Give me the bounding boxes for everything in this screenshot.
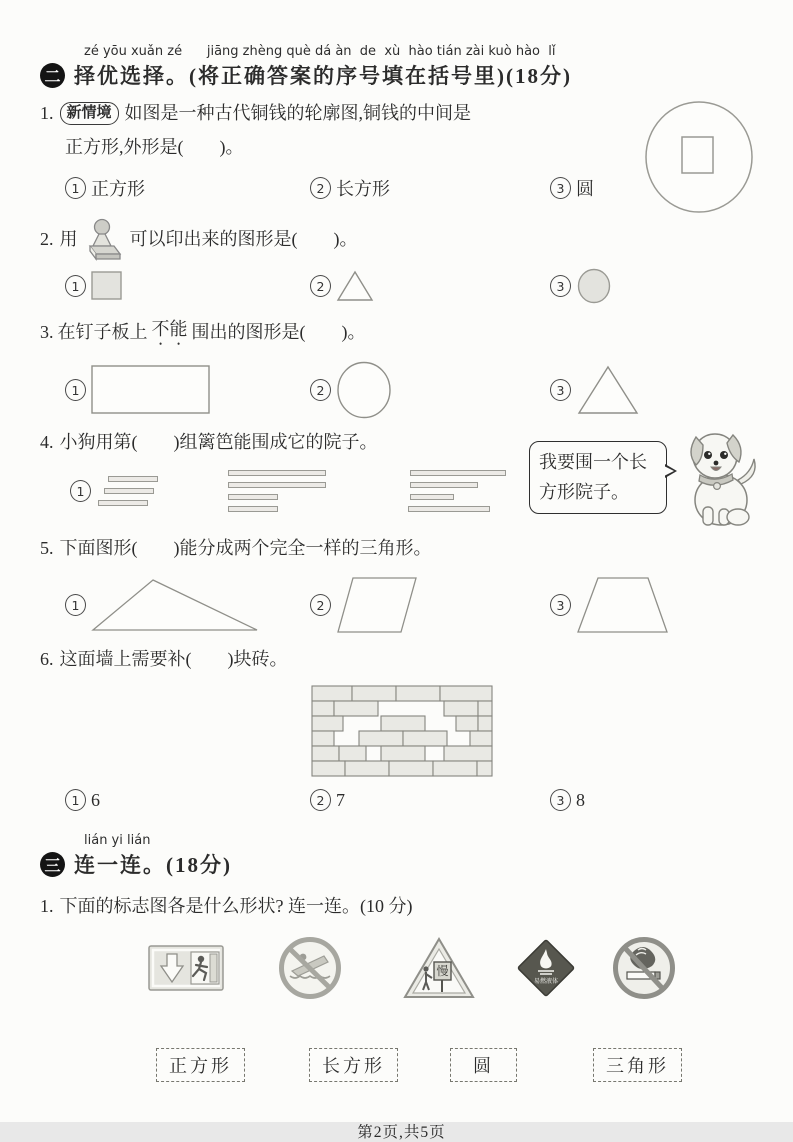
- dog-icon: [681, 429, 761, 529]
- circled-number: 1: [65, 379, 86, 401]
- scalene-triangle-shape: [91, 577, 259, 633]
- q1-option-3-label: 圆: [576, 179, 594, 199]
- stamp-icon: [84, 218, 124, 260]
- q6-option-1-label: 6: [91, 789, 100, 810]
- signs-row: [148, 936, 763, 1000]
- q1-option-1-label: 正方形: [91, 179, 145, 199]
- no-smoking-sign-icon: [612, 936, 676, 1000]
- q4-option-3: [408, 470, 529, 512]
- label-square: 正方形: [156, 1048, 245, 1082]
- q1-option-2: [310, 175, 550, 201]
- circled-number: 1: [65, 789, 86, 811]
- section-match-title: 连一连。(18分): [74, 853, 232, 877]
- section-match-pinyin: lián yi lián: [84, 833, 151, 848]
- q3-option-2: [310, 361, 550, 419]
- q2-number: 2.: [40, 228, 54, 249]
- q1-text-line2: 正方形,外形是( )。: [65, 137, 244, 157]
- circled-number: 3: [550, 177, 571, 199]
- circled-number: 3: [550, 275, 571, 297]
- parallelogram-shape: [336, 576, 420, 634]
- q5-option-3: [550, 576, 763, 634]
- triangle-shape: [576, 365, 640, 415]
- circled-number: 3: [550, 379, 571, 401]
- fence-bars-group-3: [408, 470, 506, 512]
- q3-text-emphasized: 不能: [151, 319, 188, 339]
- q2-option-2: [310, 270, 550, 302]
- circled-number: 2: [310, 177, 331, 199]
- q1-option-1: [65, 175, 310, 201]
- triangle-shape: [336, 270, 374, 302]
- q3-text-pre: 在钉子板上: [57, 322, 148, 342]
- circled-number: 2: [310, 379, 331, 401]
- square-shape: [91, 271, 123, 301]
- match-q1-number: 1.: [40, 896, 54, 916]
- question-6: [40, 646, 763, 811]
- circled-number: 3: [550, 594, 571, 616]
- q4-number: 4.: [40, 432, 54, 452]
- question-4: [40, 429, 763, 529]
- q4-text: 小狗用第( )组篱笆能围成它的院子。: [59, 432, 378, 452]
- q1-option-3: [550, 175, 643, 201]
- q6-option-1: [65, 789, 310, 811]
- section-number-icon: 二: [40, 63, 65, 88]
- flammable-sign-icon: [516, 938, 576, 998]
- circled-number: 2: [310, 275, 331, 297]
- question-5: [40, 535, 763, 634]
- q6-number: 6.: [40, 649, 54, 669]
- question-1: [40, 100, 763, 214]
- section-choice-pinyin: zé yōu xuǎn zé jiāng zhèng què dá àn de xù hào tián zài kuò hào lǐ: [84, 44, 556, 59]
- circled-number: 2: [310, 594, 331, 616]
- question-3: [40, 316, 763, 419]
- fence-bars-group-1: [98, 476, 158, 506]
- page-footer: 第2页,共5页: [357, 1124, 446, 1141]
- q2-text-pre: 用: [59, 228, 78, 249]
- q2-text-post: 可以印出来的图形是( )。: [129, 228, 358, 249]
- slow-sign-glyph: 慢: [436, 964, 449, 978]
- fence-bars-group-2: [220, 470, 326, 512]
- section-number-icon: 三: [40, 852, 65, 877]
- q6-option-2-label: 7: [336, 789, 345, 810]
- circled-number: 1: [65, 275, 86, 297]
- circled-number: 3: [550, 789, 571, 811]
- q5-option-1: [65, 577, 310, 633]
- q6-option-3-label: 8: [576, 789, 585, 810]
- circle-shape: [336, 361, 392, 419]
- q1-option-2-label: 长方形: [336, 179, 390, 199]
- circled-number: 2: [310, 789, 331, 811]
- circled-number: 1: [65, 177, 86, 199]
- brick-wall-image: [311, 685, 493, 779]
- label-rectangle: 长方形: [309, 1048, 398, 1082]
- match-q1-text: 下面的标志图各是什么形状? 连一连。(10 分): [59, 896, 413, 916]
- q3-number: 3.: [40, 322, 54, 342]
- circled-number: 1: [70, 480, 91, 502]
- section-choice-header: [40, 60, 763, 90]
- q1-text-line1: 如图是一种古代铜钱的轮廓图,铜钱的中间是: [124, 103, 472, 123]
- dog-speech-bubble: 我要围一个长方形院子。: [529, 441, 667, 514]
- ancient-coin-icon: [643, 100, 755, 214]
- question-2: [40, 218, 763, 304]
- no-swimming-sign-icon: [278, 936, 342, 1000]
- q6-option-2: [310, 789, 550, 811]
- q2-option-3: [550, 268, 763, 304]
- q3-text-post: 围出的图形是( )。: [191, 322, 366, 342]
- label-triangle: 三角形: [593, 1048, 682, 1082]
- q6-text: 这面墙上需要补( )块砖。: [59, 649, 288, 669]
- q3-option-3: [550, 365, 763, 415]
- slow-warning-sign-icon: [402, 936, 476, 1000]
- section-match: [40, 833, 763, 1082]
- trapezoid-shape: [576, 576, 670, 634]
- q6-option-3: [550, 789, 763, 811]
- circled-number: 1: [65, 594, 86, 616]
- section-choice-title: 择优选择。(将正确答案的序号填在括号里)(18分): [74, 64, 572, 88]
- rectangle-shape: [91, 365, 211, 415]
- exit-sign-icon: [148, 945, 224, 991]
- match-question-1: [40, 893, 763, 920]
- q1-number: 1.: [40, 103, 54, 123]
- q4-option-2: [220, 470, 408, 512]
- label-circle: 圆: [450, 1048, 517, 1082]
- q4-option-1: [70, 476, 220, 506]
- shape-labels-row: [156, 1048, 763, 1082]
- section-match-header: [40, 849, 763, 879]
- flammable-sign-label: 易燃液体: [533, 979, 559, 985]
- q3-option-1: [65, 365, 310, 415]
- q5-number: 5.: [40, 538, 54, 558]
- new-context-badge: 新情境: [60, 102, 119, 125]
- q5-option-2: [310, 576, 550, 634]
- q5-text: 下面图形( )能分成两个完全一样的三角形。: [59, 538, 432, 558]
- q2-option-1: [65, 271, 310, 301]
- circle-shape: [576, 268, 612, 304]
